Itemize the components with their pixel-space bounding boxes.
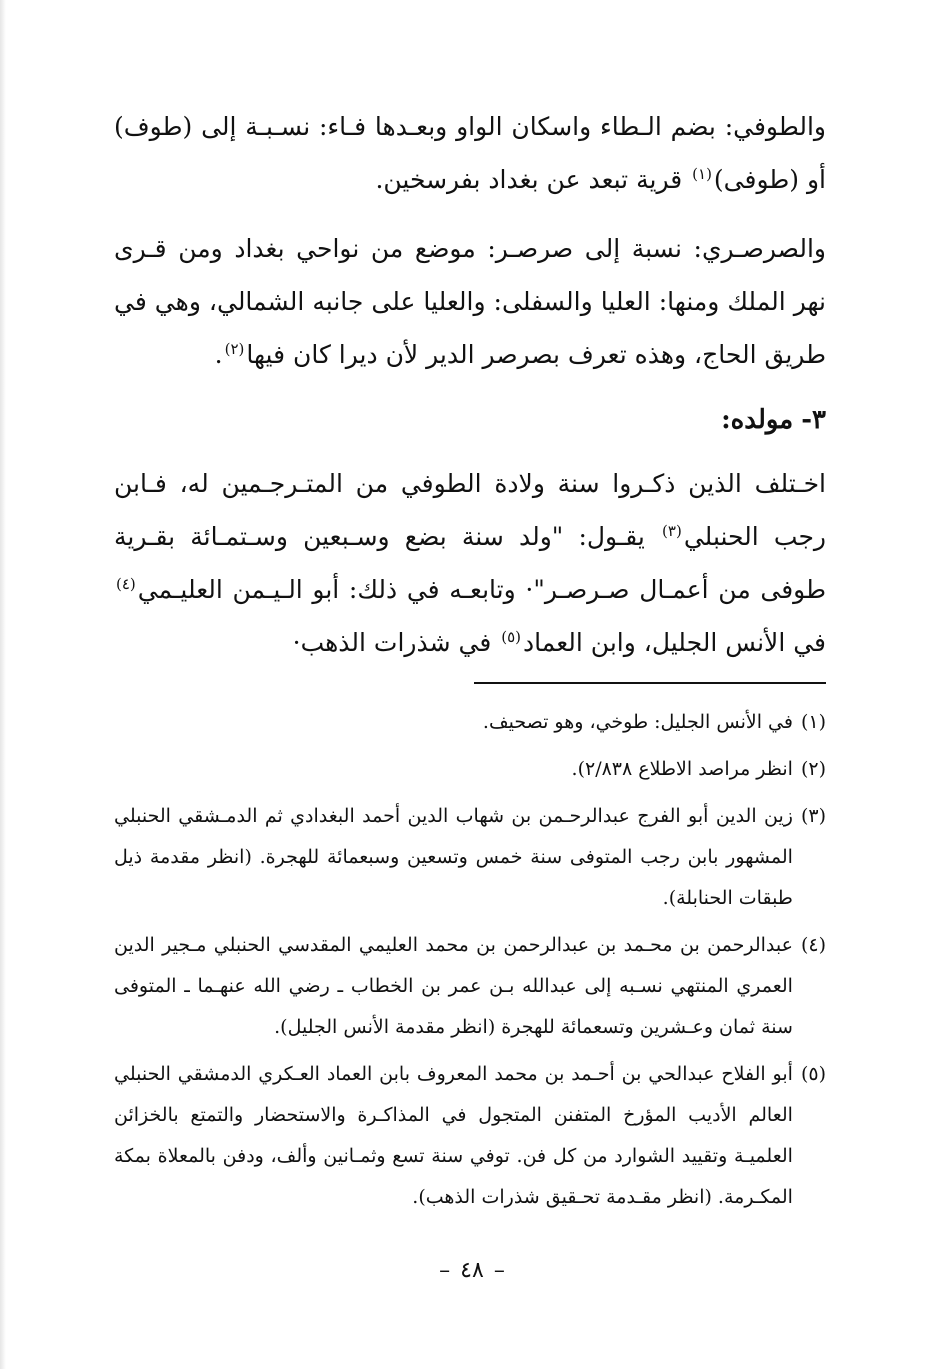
paragraph-sarsari — [114, 222, 826, 381]
footnote-number: (٢) — [800, 758, 826, 780]
footnote-number: (٣) — [800, 805, 826, 827]
paragraph-tufi-text: والطوفي: بضم الـطاء واسكان الواو وبعـدها فـاء: نسـبـة إلى (طوف) أو (طوفى) — [114, 112, 826, 194]
paragraph-tufi-tail: قرية تبعد عن بغداد بفرسخين. — [375, 165, 691, 194]
footnote-number: (٤) — [800, 934, 826, 956]
page-number-value: ٤٨ — [460, 1258, 484, 1283]
footnote-separator — [474, 682, 826, 684]
footnote-ref-5[interactable]: (٥) — [501, 627, 522, 646]
paragraph-sarsari-text: والصرصـري: نسبة إلى صرصـر: موضع من نواحي بغداد ومن قـرى نهر الملك ومنها: العليا والسفلى: والعليا على جانبه الشمالي، وهي في طريق الحاج، وهذه تعرف بصرصر الدير لأن ديرا كان فيها — [114, 234, 826, 369]
footnote-ref-4[interactable]: (٤) — [116, 574, 136, 593]
footnote-ref-2[interactable]: (٢) — [224, 339, 245, 358]
page-number-dash-right: – — [439, 1258, 451, 1283]
footnote-text: في الأنس الجليل: طوخي، وهو تصحيف. — [482, 711, 793, 733]
footnote-item — [114, 749, 826, 790]
paragraph-birth-text-a: اخـتلف الذين ذكـروا سنة ولادة الطوفي من المتـرجـمين له، فـابن رجب الحنبلي — [114, 469, 826, 551]
footnote-item — [114, 1054, 826, 1218]
footnote-ref-3[interactable]: (٣) — [662, 521, 682, 540]
section-heading — [114, 395, 826, 445]
footnote-text: زين الدين أبو الفرج عبدالرحـمن بن شهاب الدين أحمد البغدادي ثم الدمـشقي الحنبلي المشهور بابن رجب المتوفى سنة خمس وتسعين وسبعمائة للهجرة. (انظر مقدمة ذيل طبقات الحنابلة). — [114, 805, 793, 909]
footnotes — [114, 702, 826, 1224]
paragraph-birth — [114, 457, 826, 669]
footnote-item — [114, 796, 826, 919]
paragraph-sarsari-tail: . — [214, 340, 223, 369]
paragraph-tufi — [114, 100, 826, 206]
footnote-number: (٥) — [800, 1063, 826, 1085]
page-number — [0, 1258, 944, 1283]
paragraph-birth-text-c: في الأنس الجليل، وابن العماد — [523, 628, 826, 657]
paragraph-birth-text-d: في شذرات الذهب· — [292, 628, 500, 657]
footnote-text: انظر مراصد الاطلاع ٢/٨٣٨). — [571, 758, 793, 780]
section-heading-number: ٣- — [801, 405, 826, 435]
paragraph-birth-text-b: يقـول: "ولد سنة بضع وسـبعين وسـتمـائة بقـرية طوفى من أعمـال صـرصـر"· وتابعـه في ذلك: أبو الـيـمن العليـمي — [114, 522, 826, 604]
page-edge-shadow — [0, 0, 6, 1369]
footnote-text: أبو الفلاح عبدالحي بن أحـمد بن محمد المعروف بابن العماد العـكري الدمشقي الحنبلي العالم الأديب المؤرخ المتفنن المتجول في المذاكـرة والاستحضار والتمتع بالخزائن العلميـة وتقييد الشوارد من كل فن. توفي سنة تسع وثمـانين وألف، ودفن بالمعلاة بمكة المكـرمة. (انظر مقـدمة تحـقيق شذرات الذهب). — [114, 1063, 793, 1208]
page-number-dash-left: – — [493, 1258, 505, 1283]
footnote-text: عبدالرحمن بن محـمد بن عبدالرحمن بن محمد العليمي المقدسي الحنبلي مـجير الدين العمري المنتهي نسـبه إلى عبدالله بـن عمر بن الخطاب ـ رضي الله عنهـما ـ المتوفى سنة ثمان وعـشرين وتسعمائة للهجرة (انظر مقدمة الأنس الجليل). — [114, 934, 793, 1038]
footnote-ref-1[interactable]: (١) — [692, 164, 712, 183]
footnote-item — [114, 925, 826, 1048]
section-heading-title: مولده: — [721, 405, 794, 435]
footnote-number: (١) — [800, 711, 826, 733]
footnote-item — [114, 702, 826, 743]
main-text — [114, 100, 826, 669]
